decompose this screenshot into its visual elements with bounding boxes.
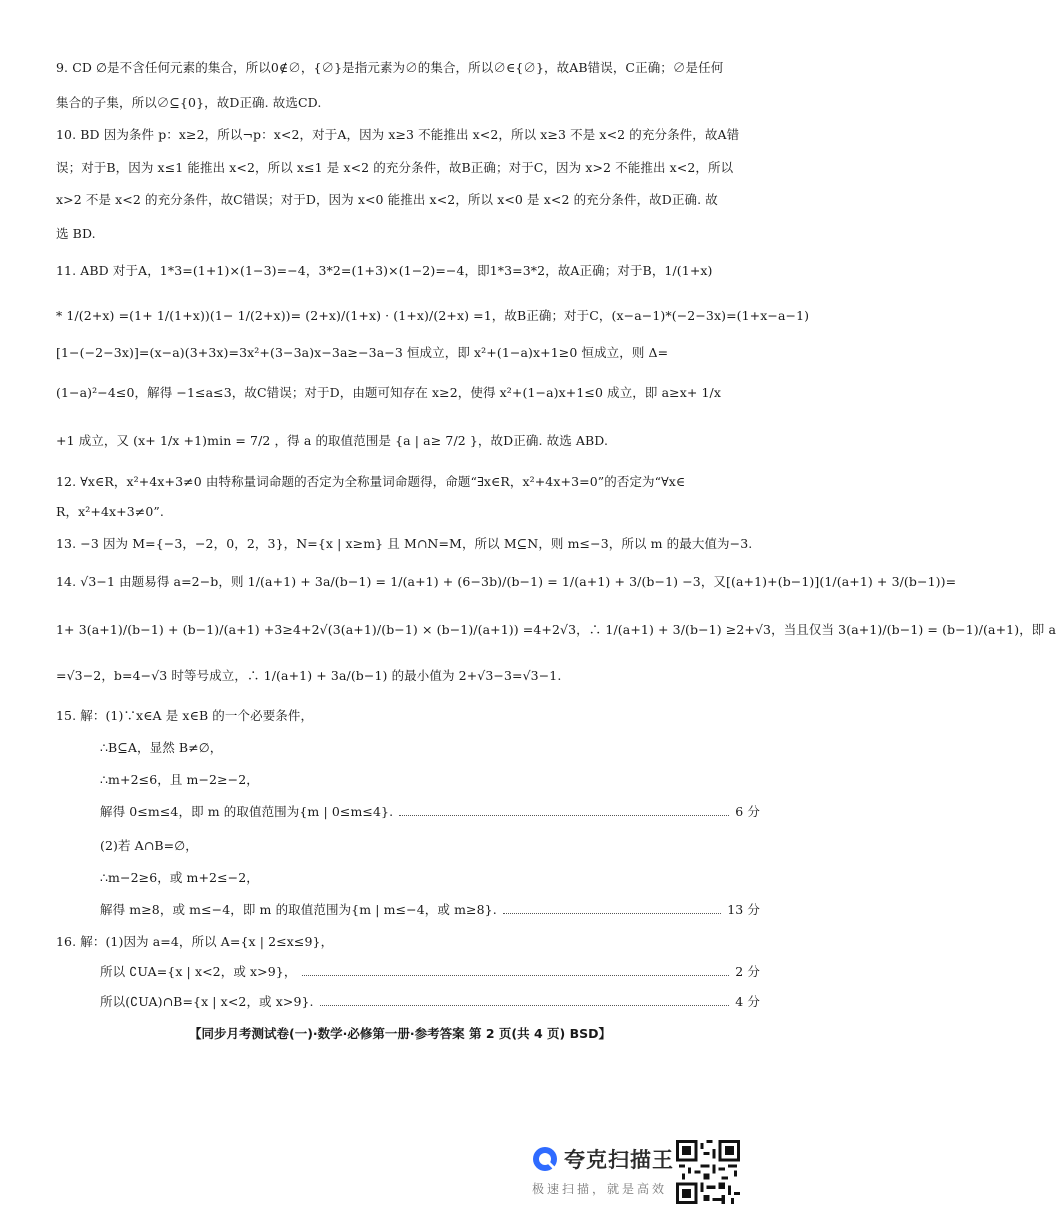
answer-10-line-4: 选 BD. [56, 226, 96, 241]
answer-15-line-2: ∴B⊆A，显然 B≠∅， [100, 740, 223, 755]
answer-15-line-4: (2)若 A∩B=∅， [100, 838, 198, 853]
answer-10-line-1: 10. BD 因为条件 p：x≥2，所以¬p：x<2，对于A，因为 x≥3 不能推出 x<2，所以 x≥3 不是 x<2 的充分条件，故A错 [56, 127, 740, 142]
score-points: 4 分 [735, 994, 760, 1009]
qr-code-icon [676, 1140, 740, 1204]
answer-11-line-1: 11. ABD 对于A，1*3=(1+1)×(1−3)=−4，3*2=(1+3)×(1−2)=−4，即1*3=3*2，故A正确；对于B，1/(1+x) [56, 263, 713, 278]
score-text: 解得 0≤m≤4，即 m 的取值范围为{m | 0≤m≤4}. [100, 804, 394, 819]
score-points: 2 分 [735, 964, 760, 979]
answer-12-line-1: 12. ∀x∈R，x²+4x+3≠0 由特称量词命题的否定为全称量词命题得，命题“∃x∈R，x²+4x+3=0”的否定为“∀x∈ [56, 474, 686, 489]
answer-12-line-2: R，x²+4x+3≠0”. [56, 504, 164, 519]
scanner-watermark [518, 1142, 678, 1202]
answer-10-line-2: 误；对于B，因为 x≤1 能推出 x<2，所以 x≤1 是 x<2 的充分条件，故B正确；对于C，因为 x>2 不能推出 x<2，所以 [56, 160, 734, 175]
answer-14-line-1: 14. √3−1 由题易得 a=2−b，则 1/(a+1) + 3a/(b−1) = 1/(a+1) + (6−3b)/(b−1) = 1/(a+1) + 3/(b−1) −3，又[(a+1)+(b−1)](1/(a+1) + 3/(b−1))= [56, 574, 957, 589]
leader-dots [302, 975, 729, 976]
answer-11-line-4: (1−a)²−4≤0，解得 −1≤a≤3，故C错误；对于D，由题可知存在 x≥2，使得 x²+(1−a)x+1≤0 成立，即 a≥x+ 1/x [56, 385, 722, 400]
answer-9-line-1: 9. CD ∅是不含任何元素的集合，所以0∉∅，{∅}是指元素为∅的集合，所以∅∈{∅}，故AB错误，C正确；∅是任何 [56, 60, 724, 75]
leader-dots [320, 1005, 730, 1006]
leader-dots [399, 815, 729, 816]
answer-14-line-3: =√3−2，b=4−√3 时等号成立，∴ 1/(a+1) + 3a/(b−1) 的最小值为 2+√3−3=√3−1. [56, 668, 562, 683]
answer-16-score-2 [100, 994, 760, 1010]
answer-15-score-2 [100, 902, 760, 918]
answer-13-line-1: 13. −3 因为 M={−3，−2，0，2，3}，N={x | x≥m} 且 M∩N=M，所以 M⊆N，则 m≤−3，所以 m 的最大值为−3. [56, 536, 753, 551]
answer-11-line-5: +1 成立，又 (x+ 1/x +1)min = 7/2 ，得 a 的取值范围是 {a | a≥ 7/2 }，故D正确. 故选 ABD. [56, 433, 609, 448]
answer-9-line-2: 集合的子集，所以∅⊆{0}，故D正确. 故选CD. [56, 95, 322, 110]
score-text: 解得 m≥8，或 m≤−4，即 m 的取值范围为{m | m≤−4，或 m≥8}. [100, 902, 497, 917]
score-text: 所以 ∁UA={x | x<2，或 x>9}， [100, 964, 297, 979]
answer-15-score-1 [100, 804, 760, 820]
answer-14-line-2: 1+ 3(a+1)/(b−1) + (b−1)/(a+1) +3≥4+2√(3(a+1)/(b−1) × (b−1)/(a+1)) =4+2√3，∴ 1/(a+1) + 3/(b−1) ≥2+√3，当且仅当 3(a+1)/(b−1) = (b−1)/(a+1)，即 a [56, 622, 1056, 637]
answer-16-line-1: 16. 解：(1)因为 a=4，所以 A={x | 2≤x≤9}， [56, 934, 334, 949]
score-points: 6 分 [735, 804, 760, 819]
answer-15-line-3: ∴m+2≤6，且 m−2≥−2， [100, 772, 259, 787]
answer-10-line-3: x>2 不是 x<2 的充分条件，故C错误；对于D，因为 x<0 能推出 x<2，所以 x<0 是 x<2 的充分条件，故D正确. 故 [56, 192, 718, 207]
answer-11-line-2: * 1/(2+x) =(1+ 1/(1+x))(1− 1/(2+x))= (2+x)/(1+x) · (1+x)/(2+x) =1，故B正确；对于C，(x−a−1)*(−2−3x)=(1+x−a−1) [56, 308, 810, 323]
answer-11-line-3: [1−(−2−3x)]=(x−a)(3+3x)=3x²+(3−3a)x−3a≥−3a−3 恒成立，即 x²+(1−a)x+1≥0 恒成立，则 Δ= [56, 345, 669, 360]
score-points: 13 分 [727, 902, 760, 917]
score-text: 所以(∁UA)∩B={x | x<2，或 x>9}. [100, 994, 314, 1009]
watermark-slogan: 极速扫描，就是高效 [532, 1182, 668, 1196]
answer-16-score-1 [100, 964, 760, 980]
answer-15-line-1: 15. 解：(1)∵x∈A 是 x∈B 的一个必要条件， [56, 708, 314, 723]
page-footer: 【同步月考测试卷(一)·数学·必修第一册·参考答案 第 2 页(共 4 页) BSD】 [188, 1026, 611, 1041]
leader-dots [503, 913, 721, 914]
watermark-brand: 夸克扫描王 [564, 1148, 674, 1172]
quark-logo-icon [532, 1146, 558, 1172]
answer-15-line-5: ∴m−2≥6，或 m+2≤−2， [100, 870, 259, 885]
